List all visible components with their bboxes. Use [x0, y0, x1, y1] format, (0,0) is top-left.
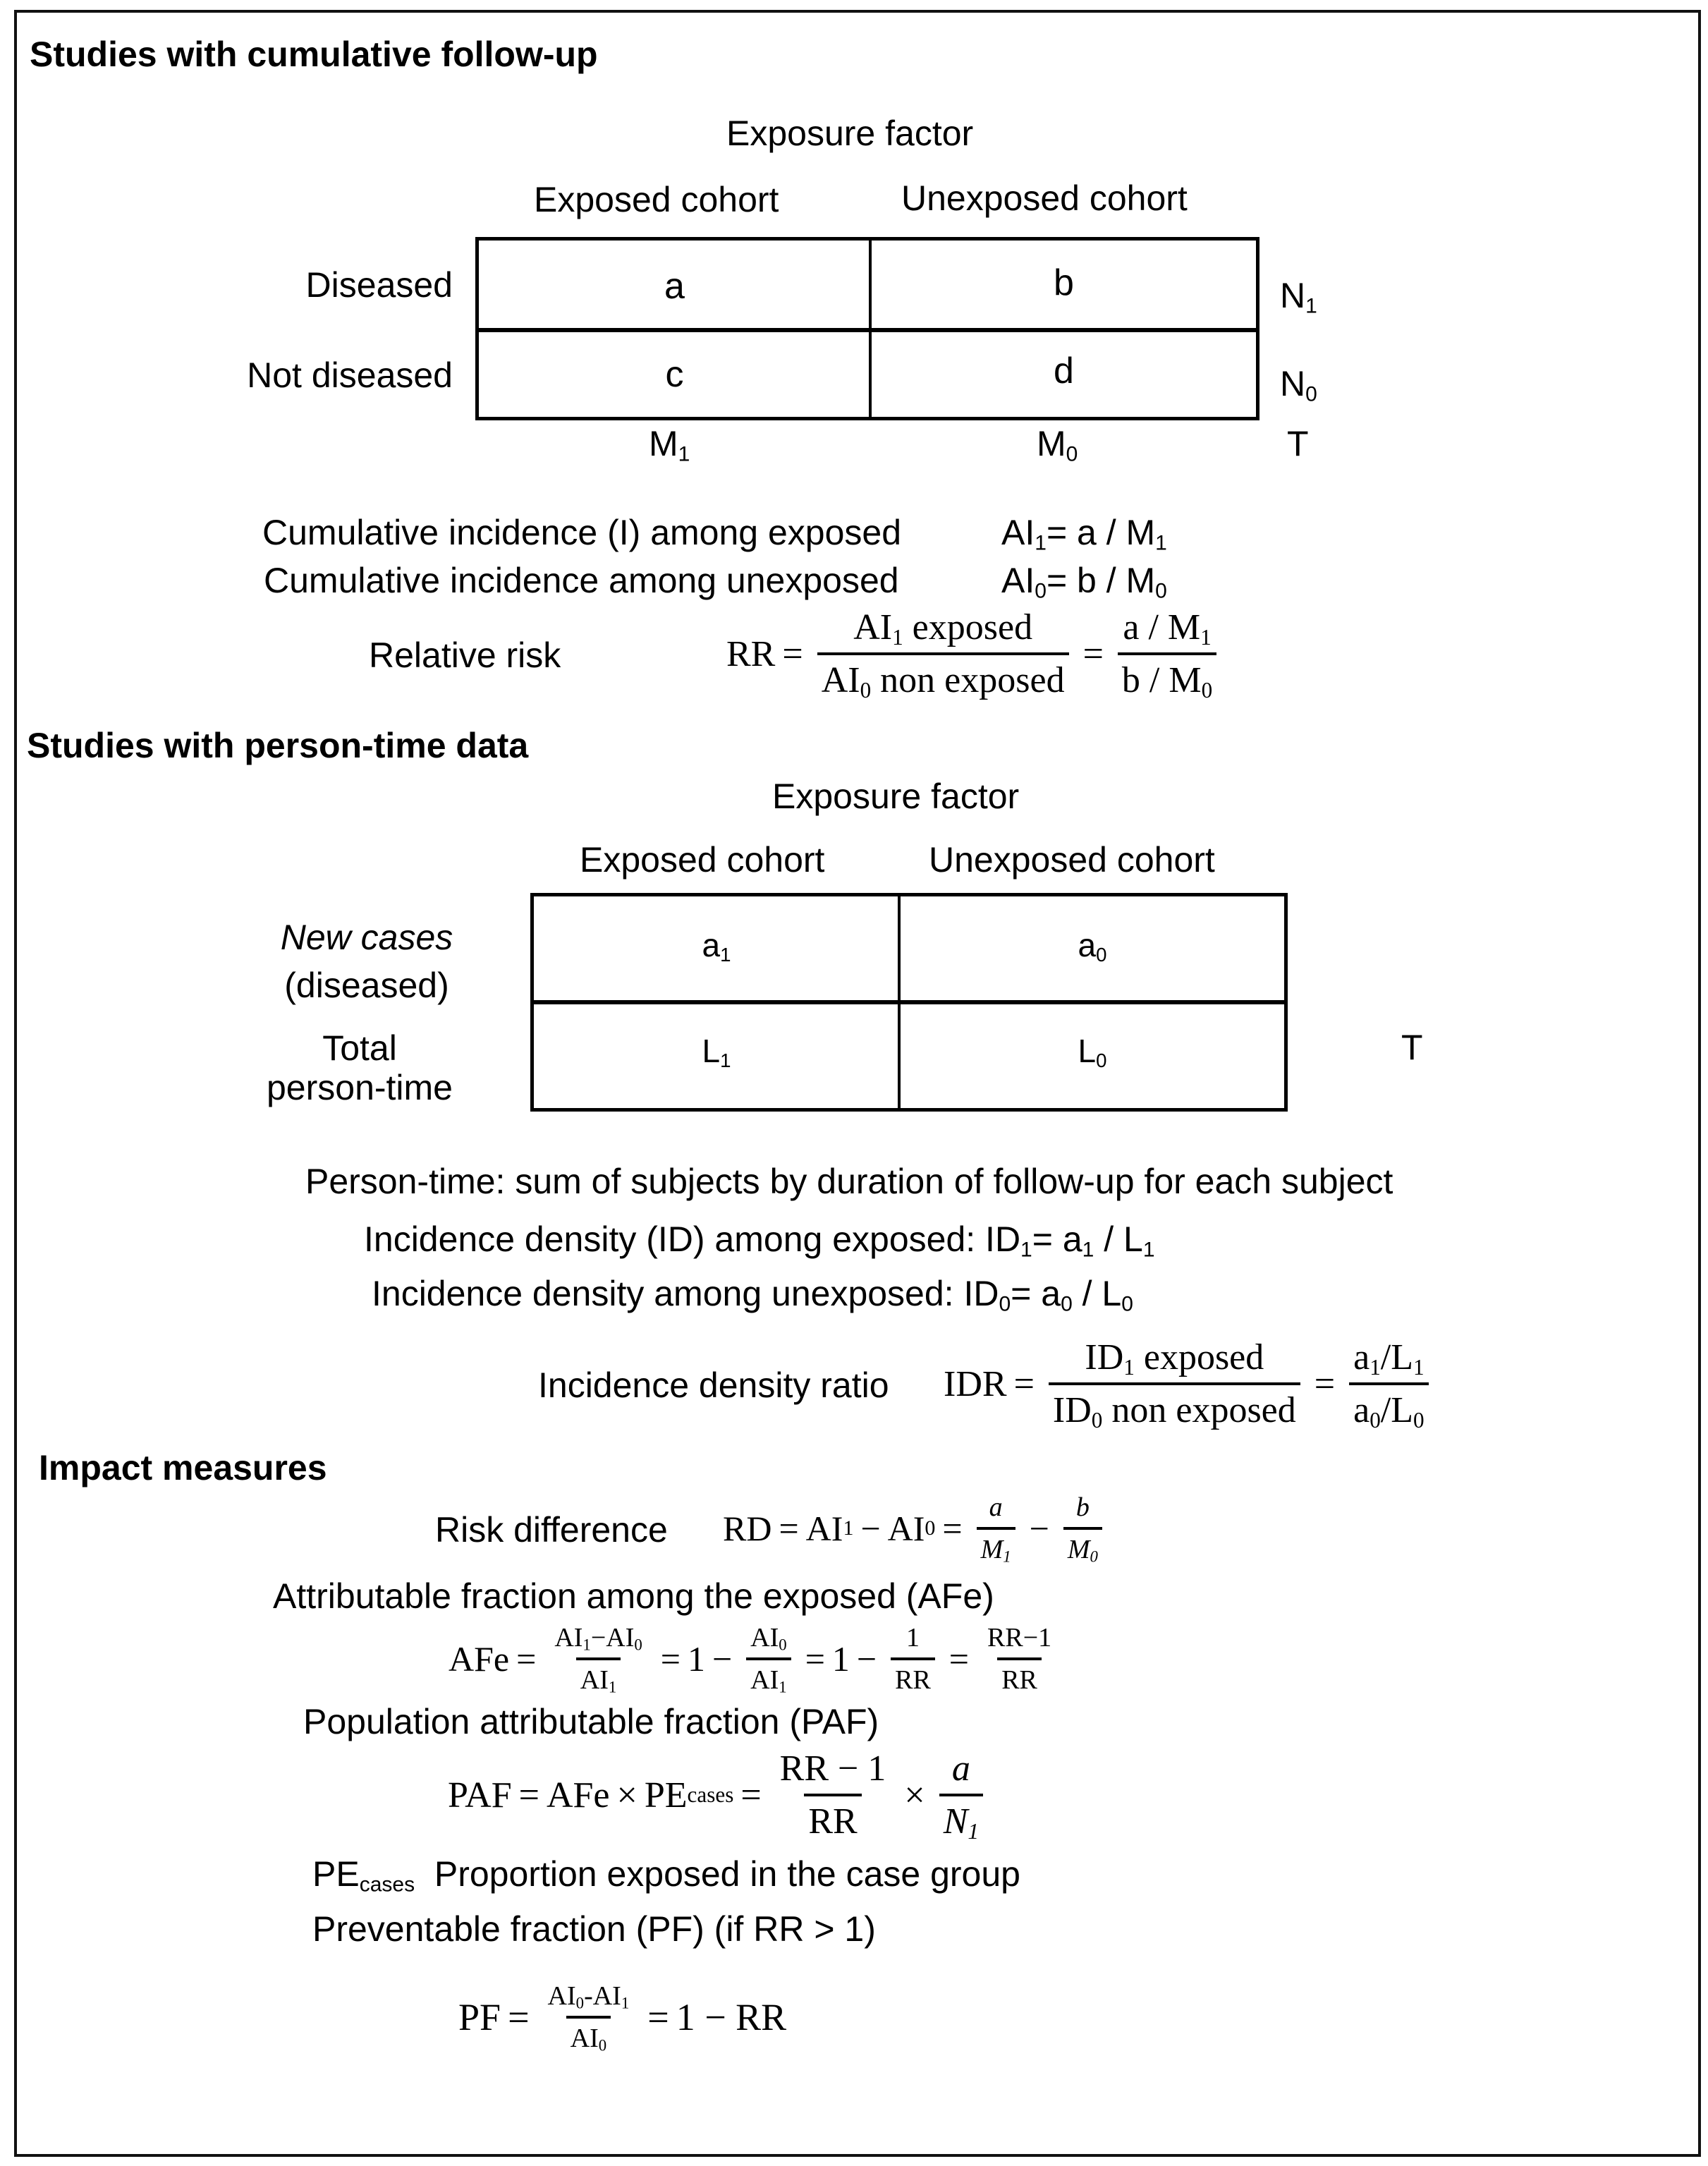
formula-token: /L — [1380, 1337, 1413, 1377]
formula-token: = a — [1032, 1219, 1082, 1259]
row-total-n1 — [1280, 275, 1317, 316]
formula-token: 1 — [678, 442, 690, 466]
formula-token: 1 — [779, 1678, 787, 1696]
formula-token: exposed — [1134, 1337, 1264, 1377]
formula-token: 0 — [1091, 1407, 1103, 1432]
formula-token: AI — [1001, 513, 1035, 552]
formula-token: 0 — [1096, 943, 1107, 966]
afe-label: Attributable fraction among the exposed (AFe) — [273, 1576, 994, 1616]
formula-token: 0 — [634, 1636, 642, 1654]
formula-token: = a / M — [1046, 513, 1156, 552]
formula-token: RR − 1 — [779, 1748, 886, 1789]
formula-token: Proportion exposed in the case group — [434, 1854, 1020, 1894]
formula-token: AI — [570, 2024, 599, 2053]
formula-token: 0 — [1121, 1292, 1133, 1316]
formula-token: 0 — [779, 1636, 787, 1654]
formula-token: = — [508, 1996, 530, 2038]
formula-token: M — [980, 1535, 1004, 1564]
formula-token: 0 — [1155, 579, 1167, 603]
idr-formula — [944, 1337, 1436, 1431]
formula-token: × — [904, 1775, 925, 1815]
ci-exposed-label: Cumulative incidence (I) among exposed — [262, 513, 902, 552]
formula-token: a — [951, 1748, 970, 1789]
formula-token: PE — [312, 1854, 360, 1894]
formula-token: RR — [804, 1794, 861, 1842]
cell-d: d — [1054, 351, 1074, 391]
formula-token: 1 — [687, 1639, 705, 1679]
ci-exposed-formula — [1001, 512, 1167, 553]
formula-token: 1 — [1020, 1238, 1032, 1262]
person-time-definition: Person-time: sum of subjects by duration of follow-up for each subject — [305, 1162, 1393, 1201]
formula-token: − — [712, 1639, 733, 1679]
col-header-unexposed-2: Unexposed cohort — [929, 840, 1215, 880]
formula-token: 1 — [608, 1678, 617, 1696]
formula-token: AI — [750, 1665, 779, 1695]
formula-token: N — [943, 1801, 968, 1842]
row-label-person-time — [226, 1028, 494, 1107]
formula-token: a / M — [1123, 607, 1201, 647]
cell-a: a — [664, 266, 685, 307]
paf-formula: PAF = AFe × PE cases = $\frac{RR - 1}{RR}$ × $\frac{a}{N_1}$ — [448, 1748, 990, 1842]
formula-token: L — [1078, 1033, 1097, 1069]
formula-token: AI — [750, 1623, 779, 1653]
formula-token: New cases — [280, 918, 453, 957]
formula-token: M — [649, 424, 678, 463]
formula-token: / L — [1094, 1219, 1143, 1259]
formula-token: cases — [359, 1873, 415, 1897]
id-unexposed-row — [372, 1273, 1133, 1314]
formula-token: AFe — [449, 1639, 510, 1679]
formula-token: −AI — [590, 1623, 635, 1653]
formula-token: = — [782, 633, 803, 674]
ci-unexposed-label: Cumulative incidence among unexposed — [264, 561, 899, 600]
formula-token: a — [1353, 1337, 1370, 1377]
formula-token: RR — [726, 633, 776, 674]
formula-token: = — [1314, 1363, 1336, 1404]
cell-a0 — [901, 926, 1284, 964]
formula-token: 0 — [860, 677, 872, 702]
formula-token: 1 — [1123, 1354, 1135, 1380]
formula-token: AI — [887, 1509, 925, 1548]
formula-token: = — [1013, 1363, 1035, 1404]
contingency-table-person-time — [530, 893, 1288, 1112]
formula-token: AI — [547, 1981, 576, 2011]
formula-token: 1 — [892, 624, 903, 650]
section-title-impact: Impact measures — [39, 1448, 327, 1487]
formula-token: = — [779, 1509, 799, 1548]
formula-token: 1 — [905, 1623, 920, 1653]
formula-token: (diseased) — [284, 966, 449, 1005]
formula-token: N — [1280, 364, 1306, 403]
formula-token: / L — [1072, 1274, 1122, 1313]
formula-token: 1 — [1142, 1238, 1155, 1262]
idr-label: Incidence density ratio — [538, 1365, 889, 1405]
formula-token: 1 — [1370, 1354, 1381, 1380]
formula-token: 0 — [1066, 442, 1078, 466]
formula-token: 0 — [1096, 1049, 1107, 1071]
cell-l0 — [901, 1032, 1284, 1070]
formula-token: AI — [821, 660, 860, 700]
col-total-m0 — [1037, 423, 1078, 464]
formula-token: = — [805, 1639, 825, 1679]
formula-token: 1 — [720, 1049, 731, 1071]
formula-token: Incidence density (ID) among exposed: — [364, 1219, 976, 1259]
formula-token: exposed — [903, 607, 1033, 647]
formula-token: RR — [997, 1657, 1042, 1696]
pe-cases-definition — [312, 1854, 1020, 1897]
formula-token: = a — [1011, 1274, 1061, 1313]
formula-token: Total — [322, 1028, 397, 1068]
formula-token: 0 — [1035, 579, 1047, 603]
grand-total-t-2: T — [1401, 1028, 1423, 1067]
formula-token: ID — [1085, 1337, 1124, 1377]
formula-token: = — [518, 1775, 539, 1815]
formula-token: PAF — [448, 1775, 512, 1815]
exposure-factor-label: Exposure factor — [726, 114, 974, 153]
formula-token: 1 — [621, 1994, 630, 2012]
cell-a1 — [534, 926, 899, 964]
formula-token: = b / M — [1046, 561, 1156, 600]
formula-token: b — [1075, 1492, 1090, 1522]
paf-label: Population attributable fraction (PAF) — [303, 1702, 879, 1741]
formula-token: /L — [1380, 1390, 1413, 1430]
formula-token: a — [702, 927, 721, 963]
formula-token: 0 — [598, 2036, 607, 2055]
formula-token: AFe — [546, 1775, 610, 1815]
formula-token: L — [702, 1033, 721, 1069]
risk-difference-label: Risk difference — [435, 1510, 668, 1550]
formula-token: = — [948, 1639, 969, 1679]
cell-b: b — [1054, 262, 1074, 303]
section-title-person-time: Studies with person-time data — [27, 726, 529, 765]
formula-token: − — [856, 1639, 877, 1679]
formula-token: = — [647, 1996, 669, 2038]
afe-formula — [449, 1622, 1063, 1696]
formula-token: M — [1067, 1535, 1090, 1564]
formula-token: 1 — [1200, 624, 1212, 650]
formula-token: 1 — [1413, 1354, 1425, 1380]
cell-c: c — [665, 354, 684, 395]
formula-token: 0 — [1413, 1407, 1425, 1432]
formula-token: 1 — [968, 1818, 979, 1844]
formula-token: ID — [963, 1274, 999, 1313]
formula-token: a — [1078, 927, 1097, 963]
col-header-exposed: Exposed cohort — [534, 180, 779, 219]
formula-token: IDR — [944, 1363, 1007, 1404]
formula-token: 0 — [1370, 1407, 1381, 1432]
formula-token: RR−1 — [987, 1623, 1052, 1653]
formula-token: AI — [554, 1623, 583, 1653]
formula-token: 0 — [575, 1994, 585, 2012]
formula-token: b / M — [1121, 660, 1202, 700]
table-divider-horizontal — [479, 328, 1256, 332]
formula-token: = — [1082, 633, 1104, 674]
col-header-exposed-2: Exposed cohort — [580, 840, 825, 880]
formula-token: ID — [985, 1219, 1021, 1259]
row-label-diseased: Diseased — [305, 265, 453, 305]
pf-formula — [458, 1981, 786, 2054]
relative-risk-formula — [726, 607, 1224, 701]
formula-token: 1 — [1082, 1238, 1094, 1262]
col-header-unexposed: Unexposed cohort — [901, 178, 1188, 218]
formula-token: 0 — [1305, 382, 1317, 406]
contingency-table-cumulative — [475, 237, 1259, 420]
formula-token: PE — [644, 1775, 688, 1815]
formula-token: N — [1280, 276, 1306, 315]
formula-token: 1 − RR — [676, 1996, 787, 2038]
formula-token: = — [942, 1509, 963, 1548]
formula-token: 0 — [1201, 677, 1213, 702]
formula-token: a — [1353, 1390, 1370, 1430]
cell-l1 — [534, 1032, 899, 1070]
formula-token: person-time — [267, 1068, 453, 1107]
pf-label: Preventable fraction (PF) (if RR > 1) — [312, 1909, 876, 1949]
formula-token: 0 — [1061, 1292, 1073, 1316]
formula-token: − — [860, 1509, 881, 1548]
row-label-new-cases — [233, 913, 501, 1009]
formula-token: − — [1029, 1509, 1049, 1548]
formula-token: 1 — [1035, 531, 1047, 555]
formula-token: 1 — [1305, 294, 1317, 318]
formula-token: = — [740, 1775, 762, 1815]
formula-token: = — [660, 1639, 681, 1679]
grand-total-t: T — [1287, 424, 1309, 463]
formula-token: non exposed — [1102, 1390, 1296, 1430]
formula-token: M — [1037, 424, 1066, 463]
formula-token: a — [989, 1492, 1003, 1522]
table-divider-horizontal — [534, 1000, 1284, 1004]
row-label-not-diseased: Not diseased — [247, 355, 453, 395]
formula-token: ID — [1052, 1390, 1092, 1430]
formula-token: AI — [580, 1665, 609, 1695]
ci-unexposed-formula — [1001, 560, 1167, 601]
formula-token: -AI — [584, 1981, 621, 2011]
formula-token: non exposed — [871, 660, 1065, 700]
row-total-n0 — [1280, 363, 1317, 404]
formula-token: 1 — [831, 1639, 850, 1679]
formula-token: Incidence density among unexposed: — [372, 1274, 954, 1313]
formula-token: RR — [891, 1657, 935, 1696]
formula-token: 1 — [1003, 1547, 1011, 1566]
exposure-factor-label-2: Exposure factor — [772, 777, 1020, 816]
formula-token: = — [516, 1639, 537, 1679]
formula-token: PF — [458, 1996, 501, 2038]
formula-token: 1 — [1155, 531, 1167, 555]
formula-token: 1 — [720, 943, 731, 966]
relative-risk-label: Relative risk — [369, 635, 561, 675]
formula-token: 1 — [582, 1636, 591, 1654]
formula-token: × — [616, 1775, 638, 1815]
formula-token: AI — [1001, 561, 1035, 600]
col-total-m1 — [649, 423, 690, 464]
section-title-cumulative: Studies with cumulative follow-up — [30, 35, 598, 74]
formula-token: AI — [805, 1509, 843, 1548]
id-exposed-row — [364, 1219, 1155, 1260]
formula-token: 0 — [1090, 1547, 1098, 1566]
risk-difference-formula: RD = AI 1 − AI 0 = $\frac{a}{M_1}$ − $\frac{b}{M_0}$ — [723, 1492, 1109, 1565]
formula-token: 0 — [999, 1292, 1011, 1316]
formula-token: AI — [853, 607, 893, 647]
formula-token: RD — [723, 1509, 772, 1548]
